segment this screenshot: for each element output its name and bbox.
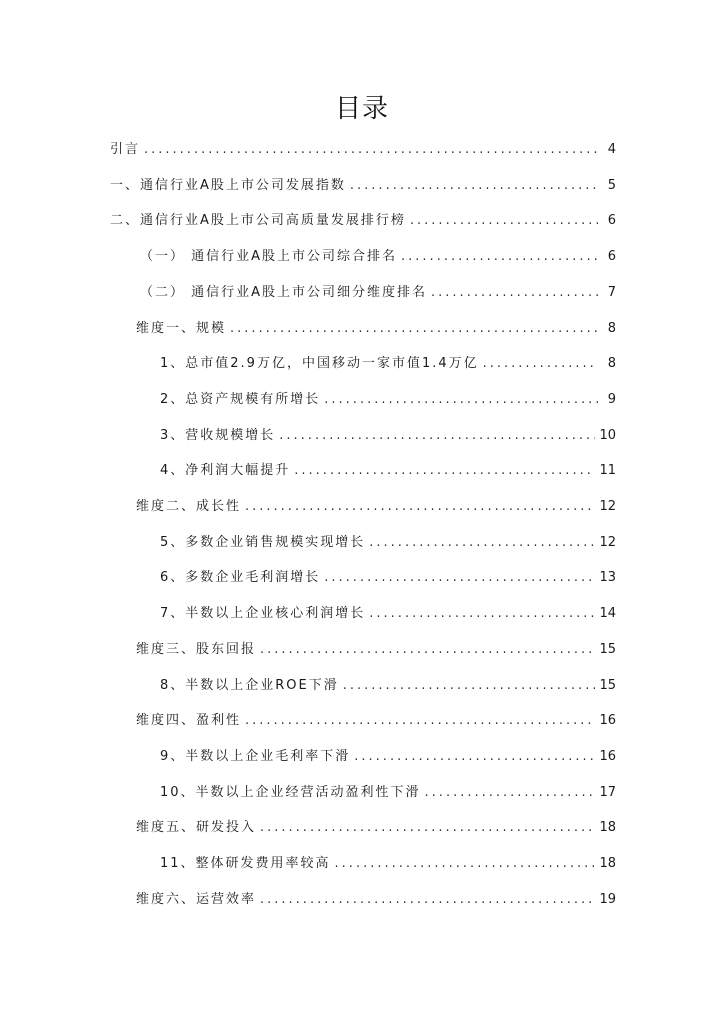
toc-leader-dots <box>369 533 595 553</box>
page-title: 目录 <box>334 94 389 124</box>
toc-entry-label: 维度五、研发投入 <box>136 820 257 835</box>
toc-page-number: 16 <box>599 749 616 764</box>
toc-entry-label: 维度一、规模 <box>136 321 227 336</box>
toc-leader-dots <box>245 497 595 517</box>
toc-page-number: 11 <box>599 463 616 478</box>
toc-entry[interactable] <box>136 818 616 838</box>
toc-entry-label: 10、半数以上企业经营活动盈利性下滑 <box>160 785 421 800</box>
toc-entry-label: 8、半数以上企业ROE下滑 <box>160 678 339 693</box>
toc-leader-dots <box>260 640 595 660</box>
toc-page-number: 12 <box>599 499 616 514</box>
toc-entry[interactable] <box>140 247 616 267</box>
toc-page-number: 19 <box>599 892 616 907</box>
toc-leader-dots <box>260 890 595 910</box>
toc-entry[interactable] <box>136 890 616 910</box>
toc-entry-label: 6、多数企业毛利润增长 <box>160 570 321 585</box>
toc-entry[interactable] <box>136 711 616 731</box>
toc-entry[interactable] <box>136 497 616 517</box>
toc-entry[interactable] <box>160 354 616 374</box>
toc-page-number: 18 <box>599 820 616 835</box>
toc-entry-label: 二、通信行业A股上市公司高质量发展排行榜 <box>110 213 406 228</box>
toc-entry[interactable] <box>160 854 616 874</box>
toc-page-number: 16 <box>599 713 616 728</box>
toc-leader-dots <box>410 211 598 231</box>
toc-leader-dots <box>369 604 595 624</box>
toc-leader-dots <box>230 319 598 339</box>
toc-page-number: 13 <box>599 570 616 585</box>
toc-entry-label: 3、营收规模增长 <box>160 428 276 443</box>
toc-page-number: 12 <box>599 535 616 550</box>
toc-page-number: 15 <box>599 678 616 693</box>
toc-page-number: 17 <box>599 785 616 800</box>
toc-entry-label: 11、整体研发费用率较高 <box>160 856 331 871</box>
toc-page-number: 18 <box>599 856 616 871</box>
toc-entry[interactable] <box>160 533 616 553</box>
toc-entry-label: 5、多数企业销售规模实现增长 <box>160 535 366 550</box>
toc-entry[interactable] <box>110 140 616 160</box>
toc-entry-label: 7、半数以上企业核心利润增长 <box>160 606 366 621</box>
toc-page-number: 8 <box>607 356 616 371</box>
toc-entry[interactable] <box>160 604 616 624</box>
toc-entry[interactable] <box>160 676 616 696</box>
toc-entry-label: 9、半数以上企业毛利率下滑 <box>160 749 351 764</box>
toc-page-number: 14 <box>599 606 616 621</box>
toc-entry[interactable] <box>110 176 616 196</box>
toc-leader-dots <box>431 283 598 303</box>
toc-leader-dots <box>324 390 598 410</box>
toc-leader-dots <box>401 247 598 267</box>
toc-leader-dots <box>350 176 598 196</box>
toc-page-number: 6 <box>607 249 616 264</box>
toc-entry-label: （二） 通信行业A股上市公司细分维度排名 <box>140 285 428 300</box>
toc-page-number: 6 <box>607 213 616 228</box>
toc-leader-dots <box>425 783 596 803</box>
toc-entry[interactable] <box>160 568 616 588</box>
toc-leader-dots <box>483 354 598 374</box>
toc-leader-dots <box>245 711 595 731</box>
toc-entry-label: （一） 通信行业A股上市公司综合排名 <box>140 249 398 264</box>
toc-page-number: 4 <box>607 142 616 157</box>
toc-entry-label: 1、总市值2.9万亿，中国移动一家市值1.4万亿 <box>160 356 479 371</box>
toc-page-number: 8 <box>607 321 616 336</box>
toc-leader-dots <box>294 461 595 481</box>
toc-leader-dots <box>354 747 595 767</box>
toc-entry-label: 2、总资产规模有所增长 <box>160 392 321 407</box>
toc-leader-dots <box>335 854 596 874</box>
toc-leader-dots <box>324 568 595 588</box>
toc-entry[interactable] <box>160 783 616 803</box>
toc-entry-label: 维度六、运营效率 <box>136 892 257 907</box>
toc-entry-label: 维度四、盈利性 <box>136 713 242 728</box>
toc-leader-dots <box>260 818 595 838</box>
toc-entry-label: 一、通信行业A股上市公司发展指数 <box>110 178 346 193</box>
toc-page-number: 9 <box>607 392 616 407</box>
toc-entry[interactable] <box>160 390 616 410</box>
toc-entry[interactable] <box>160 747 616 767</box>
toc-leader-dots <box>144 140 598 160</box>
toc-entry-label: 4、净利润大幅提升 <box>160 463 291 478</box>
toc-entry[interactable] <box>160 461 616 481</box>
toc-leader-dots <box>279 426 595 446</box>
toc-page-number: 7 <box>607 285 616 300</box>
toc-page-number: 5 <box>607 178 616 193</box>
toc-page-number: 15 <box>599 642 616 657</box>
toc-entry-label: 维度三、股东回报 <box>136 642 257 657</box>
toc-entry[interactable] <box>160 426 616 446</box>
toc-entry-label: 引言 <box>110 142 141 157</box>
toc-entry[interactable] <box>140 283 616 303</box>
toc-entry[interactable] <box>136 640 616 660</box>
toc-leader-dots <box>343 676 596 696</box>
toc-entry-label: 维度二、成长性 <box>136 499 242 514</box>
toc-page-number: 10 <box>599 428 616 443</box>
toc-entry[interactable] <box>136 319 616 339</box>
toc-entry[interactable] <box>110 211 616 231</box>
